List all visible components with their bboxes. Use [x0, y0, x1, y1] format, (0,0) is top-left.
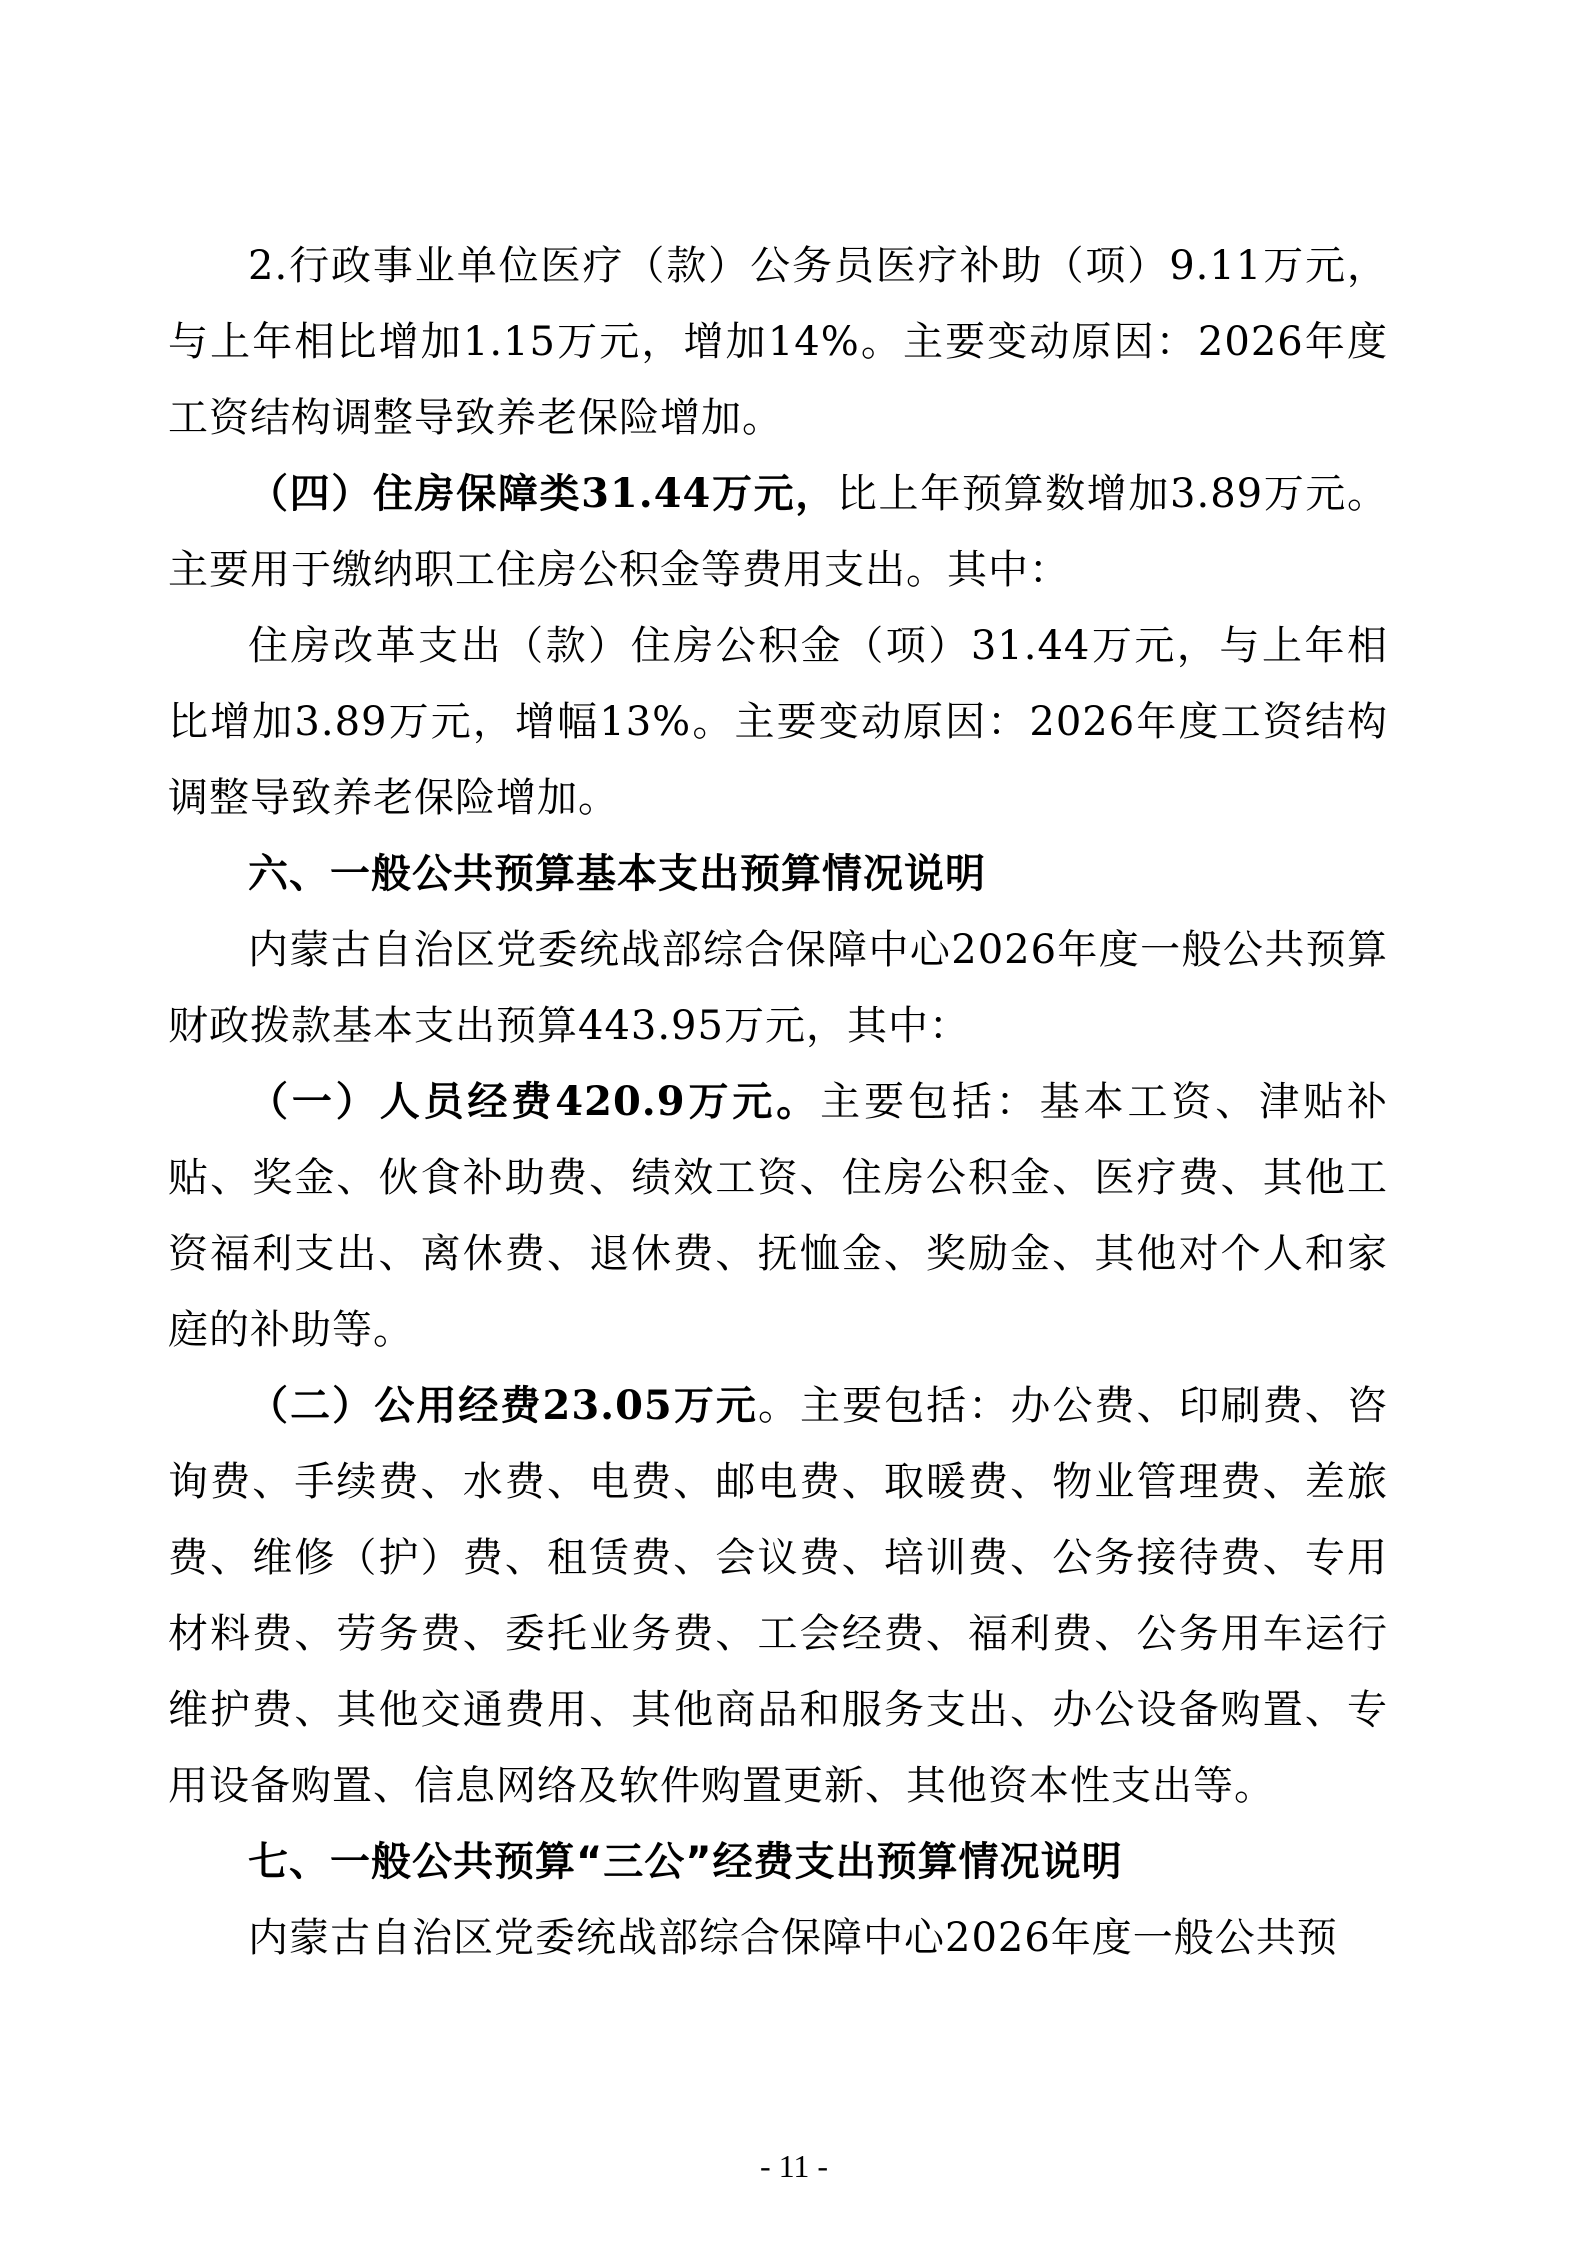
paragraph-text: 内蒙古自治区党委统战部综合保障中心2026年度一般公共预算财政拨款基本支出预算443.95万元，其中：: [168, 927, 1388, 1049]
paragraph-text: 。主要包括：办公费、印刷费、咨询费、手续费、水费、电费、邮电费、取暖费、物业管理费、差旅费、维修（护）费、租赁费、会议费、培训费、公务接待费、专用材料费、劳务费、委托业务费、工会经费、福利费、公务用车运行维护费、其他交通费用、其他商品和服务支出、办公设备购置、专用设备购置、信息网络及软件购置更新、其他资本性支出等。: [168, 1383, 1388, 1809]
paragraph-text: 2.行政事业单位医疗（款）公务员医疗补助（项）9.11万元，与上年相比增加1.15万元，增加14%。主要变动原因：2026年度工资结构调整导致养老保险增加。: [168, 243, 1388, 441]
paragraph-personnel-expenses: [168, 1064, 1388, 1368]
document-body: [168, 228, 1388, 1976]
paragraph-housing-fund: [168, 608, 1388, 836]
paragraph-text: 主要包括：基本工资、津贴补贴、奖金、伙食补助费、绩效工资、住房公积金、医疗费、其他工资福利支出、离休费、退休费、抚恤金、奖励金、其他对个人和家庭的补助等。: [168, 1079, 1388, 1353]
paragraph-basic-expenditure: [168, 912, 1388, 1064]
page-number: - 11 -: [759, 2148, 829, 2184]
paragraph-three-public-expenses: [168, 1900, 1388, 1976]
paragraph-housing-security: [168, 456, 1388, 608]
paragraph-medical-subsidy: [168, 228, 1388, 456]
section-heading-six: 六、一般公共预算基本支出预算情况说明: [248, 851, 986, 897]
paragraph-lead: （四）住房保障类31.44万元，: [248, 470, 837, 517]
paragraph-public-expenses: [168, 1368, 1388, 1824]
section-heading-seven: 七、一般公共预算“三公”经费支出预算情况说明: [248, 1839, 1123, 1885]
paragraph-text: 住房改革支出（款）住房公积金（项）31.44万元，与上年相比增加3.89万元，增幅13%。主要变动原因：2026年度工资结构调整导致养老保险增加。: [168, 623, 1388, 821]
paragraph-text: 比上年预算数增加3.89万元。主要用于缴纳职工住房公积金等费用支出。其中：: [168, 471, 1389, 593]
paragraph-text: 内蒙古自治区党委统战部综合保障中心2026年度一般公共预: [248, 1915, 1338, 1961]
paragraph-lead: （一）人员经费420.9万元。: [248, 1078, 821, 1125]
paragraph-lead: （二）公用经费23.05万元: [248, 1382, 758, 1429]
